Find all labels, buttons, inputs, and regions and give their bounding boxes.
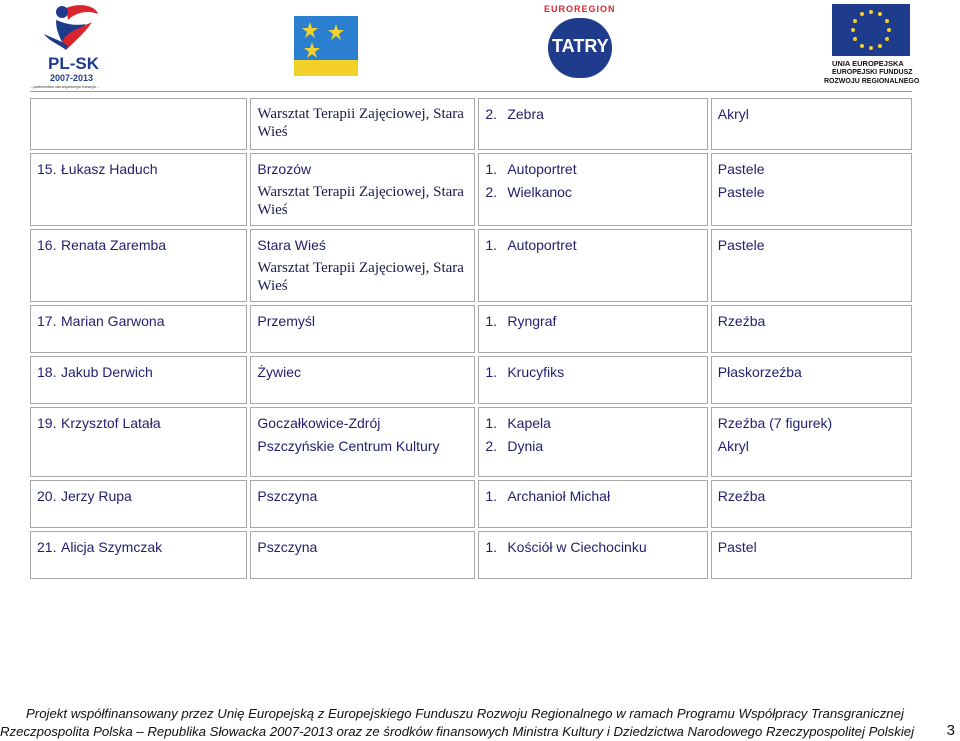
- plsk-logo-years: 2007-2013: [50, 73, 94, 83]
- artist-name: Krzysztof Latała: [61, 415, 161, 431]
- work-title: Autoportret: [507, 237, 577, 253]
- work-number: 1.: [485, 161, 498, 177]
- artist-name: Alicja Szymczak: [61, 539, 163, 555]
- place-cell: [250, 480, 475, 528]
- work-item: [485, 487, 700, 505]
- place-cell: [250, 531, 475, 579]
- place-cell: [250, 407, 475, 477]
- table-row: [30, 480, 912, 528]
- artist-cell: [30, 531, 247, 579]
- technique-line: Akryl: [717, 438, 749, 454]
- place-line: Warsztat Terapii Zajęciowej, Stara Wieś: [257, 184, 464, 218]
- work-title: Zebra: [507, 106, 544, 122]
- technique-cell: [711, 531, 912, 579]
- technique-cell: [711, 98, 912, 150]
- row-number: 17.: [37, 313, 57, 329]
- place-line: Przemyśl: [257, 313, 315, 329]
- technique-cell: [711, 480, 912, 528]
- artist-name: Renata Zaremba: [61, 237, 167, 253]
- place-line: Stara Wieś: [257, 237, 326, 253]
- table-row: [30, 153, 912, 226]
- place-cell: [250, 229, 475, 302]
- work-number: 1.: [485, 488, 498, 504]
- artist-cell: [30, 407, 247, 477]
- work-item: [485, 105, 700, 123]
- work-number: 1.: [485, 364, 498, 380]
- artist-name: Marian Garwona: [61, 313, 165, 329]
- works-cell: [478, 480, 707, 528]
- table-row: [30, 305, 912, 353]
- header-logos: [0, 0, 960, 90]
- table-row: [30, 531, 912, 579]
- work-item: [485, 363, 700, 381]
- works-cell: [478, 305, 707, 353]
- place-line: Żywiec: [257, 364, 301, 380]
- works-cell: [478, 98, 707, 150]
- euroregion-tatry-logo: [540, 2, 630, 82]
- footer-line-1: Projekt współfinansowany przez Unię Europejską z Europejskiego Funduszu Rozwoju Regionalnego w ramach Programu Współpracy Transgranicznej: [26, 706, 904, 721]
- plsk-logo-text: PL-SK: [48, 54, 99, 73]
- technique-line: Rzeźba (7 figurek): [717, 415, 833, 431]
- work-title: Kościół w Ciechocinku: [507, 539, 647, 555]
- row-number: 16.: [37, 237, 57, 253]
- table-row: [30, 407, 912, 477]
- place-cell: [250, 305, 475, 353]
- page-number: 3: [946, 722, 955, 739]
- technique-line: Pastele: [717, 161, 765, 177]
- row-number: 19.: [37, 415, 57, 431]
- row-number: 18.: [37, 364, 57, 380]
- work-title: Dynia: [507, 438, 544, 454]
- header-rule: [30, 91, 912, 92]
- artists-table: [27, 95, 915, 582]
- place-line: Pszczyna: [257, 539, 318, 555]
- artist-name: Łukasz Haduch: [61, 161, 158, 177]
- stars-flag-emblem: [294, 16, 358, 76]
- work-number: 1.: [485, 313, 498, 329]
- table-row: [30, 98, 912, 150]
- works-cell: [478, 356, 707, 404]
- place-line: Warsztat Terapii Zajęciowej, Stara Wieś: [257, 106, 464, 140]
- place-line: Pszczyna: [257, 488, 318, 504]
- artist-cell: [30, 480, 247, 528]
- works-cell: [478, 153, 707, 226]
- plsk-logo-tagline: ...partnerstwo dla wspólnego rozwoju ...: [30, 84, 101, 89]
- work-item: [485, 183, 700, 201]
- technique-cell: [711, 229, 912, 302]
- works-cell: [478, 229, 707, 302]
- work-item: [485, 437, 700, 455]
- technique-line: Pastele: [717, 237, 765, 253]
- place-line: Pszczyńskie Centrum Kultury: [257, 438, 440, 454]
- place-line: Brzozów: [257, 161, 312, 177]
- technique-cell: [711, 305, 912, 353]
- work-number: 1.: [485, 237, 498, 253]
- work-number: 2.: [485, 184, 498, 200]
- plsk-logo: [22, 2, 122, 90]
- euroregion-arc-text: EUROREGION: [544, 4, 616, 14]
- row-number: 20.: [37, 488, 57, 504]
- work-number: 1.: [485, 415, 498, 431]
- work-title: Archanioł Michał: [507, 488, 611, 504]
- euroregion-main-text: TATRY: [552, 36, 609, 56]
- place-line: Warsztat Terapii Zajęciowej, Stara Wieś: [257, 260, 464, 294]
- artist-cell: [30, 229, 247, 302]
- place-cell: [250, 153, 475, 226]
- work-title: Autoportret: [507, 161, 577, 177]
- eu-logo-line3: ROZWOJU REGIONALNEGO: [824, 78, 920, 85]
- technique-cell: [711, 407, 912, 477]
- table-row: [30, 356, 912, 404]
- work-item: [485, 160, 700, 178]
- work-title: Kapela: [507, 415, 551, 431]
- work-item: [485, 312, 700, 330]
- place-cell: [250, 98, 475, 150]
- row-number: 15.: [37, 161, 57, 177]
- technique-line: Pastele: [717, 184, 765, 200]
- technique-line: Płaskorzeźba: [717, 364, 802, 380]
- work-item: [485, 538, 700, 556]
- works-cell: [478, 407, 707, 477]
- work-title: Ryngraf: [507, 313, 557, 329]
- artist-cell: [30, 98, 247, 150]
- artist-cell: [30, 153, 247, 226]
- artist-name: Jakub Derwich: [61, 364, 153, 380]
- artist-name: Jerzy Rupa: [61, 488, 132, 504]
- work-number: 2.: [485, 438, 498, 454]
- eu-logo-line2: EUROPEJSKI FUNDUSZ: [832, 69, 913, 76]
- technique-line: Pastel: [717, 539, 757, 555]
- work-item: [485, 236, 700, 254]
- table-row: [30, 229, 912, 302]
- place-cell: [250, 356, 475, 404]
- work-title: Krucyfiks: [507, 364, 565, 380]
- artist-cell: [30, 305, 247, 353]
- footer-line-2: Rzeczpospolita Polska – Republika Słowacka 2007-2013 oraz ze środków finansowych Ministra Kultury i Dziedzictwa Narodowego Rzeczypospolitej Polskiej: [0, 724, 915, 739]
- place-line: Goczałkowice-Zdrój: [257, 415, 381, 431]
- work-number: 2.: [485, 106, 498, 122]
- technique-cell: [711, 356, 912, 404]
- work-title: Wielkanoc: [507, 184, 572, 200]
- technique-line: Rzeźba: [717, 488, 766, 504]
- eu-logo-line1: UNIA EUROPEJSKA: [832, 59, 904, 68]
- artist-cell: [30, 356, 247, 404]
- works-cell: [478, 531, 707, 579]
- eu-logo: [826, 4, 926, 88]
- row-number: 21.: [37, 539, 57, 555]
- technique-line: Rzeźba: [717, 313, 766, 329]
- work-number: 1.: [485, 539, 498, 555]
- technique-line: Akryl: [717, 106, 749, 122]
- technique-cell: [711, 153, 912, 226]
- work-item: [485, 414, 700, 432]
- eu-flag-icon: [832, 4, 910, 56]
